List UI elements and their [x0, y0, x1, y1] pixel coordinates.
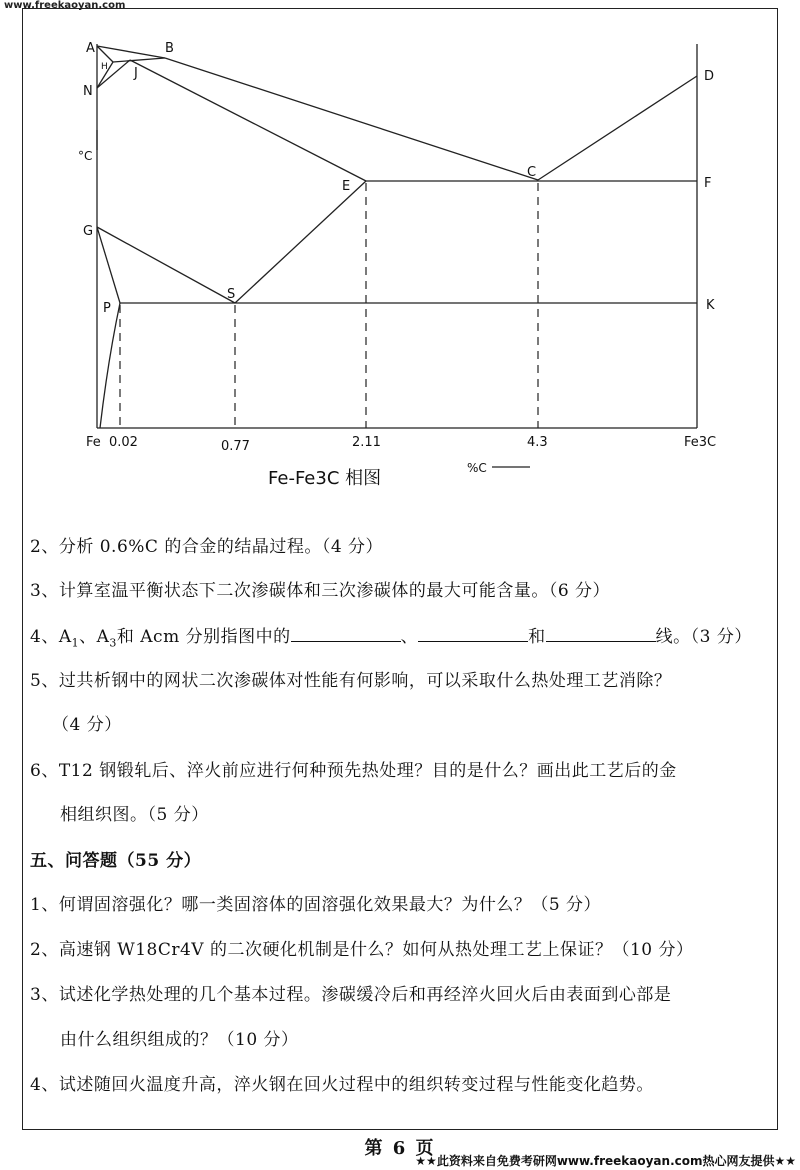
x-axis-label: %C [467, 461, 487, 475]
section-5-question-2: 2、高速钢 W18Cr4V 的二次硬化机制是什么？如何从热处理工艺上保证？（10 分） [30, 940, 694, 960]
question-3: 3、计算室温平衡状态下二次渗碳体和三次渗碳体的最大可能含量。（6 分） [30, 581, 611, 601]
q4-sub3: 3 [109, 636, 117, 650]
point-p: P [103, 301, 111, 316]
point-k: K [706, 298, 715, 313]
section-5-question-3-line-2: 由什么组织组成的？（10 分） [60, 1030, 299, 1050]
question-6-line-2: 相组织图。（5 分） [60, 805, 209, 825]
question-4 [30, 622, 752, 649]
q4-mid2: 和 Acm 分别指图中的 [116, 627, 291, 647]
x-tick-0-77: 0.77 [221, 439, 250, 454]
diagram-caption: Fe-Fe3C 相图 [268, 468, 382, 489]
question-6-line-1: 6、T12 钢锻轧后、淬火前应进行何种预先热处理？目的是什么？画出此工艺后的金 [30, 761, 677, 781]
point-f: F [704, 176, 712, 191]
line-p-q [100, 303, 120, 428]
point-b: B [165, 41, 174, 56]
section-5-question-3-line-1: 3、试述化学热处理的几个基本过程。渗碳缓冷后和再经淬火回火后由表面到心部是 [30, 985, 672, 1005]
line-b-c [165, 58, 538, 180]
x-tick-fe3c: Fe3C [684, 435, 717, 450]
answer-blank-3[interactable] [546, 625, 656, 642]
question-5-line-1: 5、过共析钢中的网状二次渗碳体对性能有何影响，可以采取什么热处理工艺消除？ [30, 671, 672, 691]
line-c-d [538, 76, 697, 180]
point-n: N [83, 84, 93, 99]
point-h: H [101, 62, 108, 72]
point-a: A [86, 41, 95, 56]
line-e-s [235, 181, 366, 303]
section-5-title: 五、问答题（55 分） [30, 851, 202, 871]
question-5-line-2: （4 分） [52, 715, 122, 735]
line-h-j-b [113, 58, 165, 62]
question-2: 2、分析 0.6%C 的合金的结晶过程。（4 分） [30, 537, 384, 557]
point-g: G [83, 224, 94, 239]
section-5-question-4: 4、试述随回火温度升高，淬火钢在回火过程中的组织转变过程与性能变化趋势。 [30, 1075, 654, 1095]
point-s: S [227, 287, 236, 302]
line-j-e [130, 60, 366, 181]
x-tick-fe: Fe [86, 435, 101, 450]
point-d: D [704, 69, 715, 84]
section-5-question-1: 1、何谓固溶强化？哪一类固溶体的固溶强化效果最大？为什么？（5 分） [30, 895, 602, 915]
x-tick-2-11: 2.11 [352, 435, 381, 450]
point-j: J [134, 66, 138, 81]
source-note: ★★此资料来自免费考研网www.freekaoyan.com热心网友提供★★ [415, 1154, 796, 1168]
line-g-s [97, 227, 235, 303]
page-number: 第 6 页 [364, 1138, 436, 1159]
q4-sep1: 、 [400, 627, 419, 647]
x-tick-4-3: 4.3 [527, 435, 548, 450]
point-e: E [342, 179, 351, 194]
q4-sub1: 1 [71, 636, 80, 650]
answer-blank-1[interactable] [291, 625, 401, 642]
q4-prefix: 4、A [30, 627, 72, 647]
fe-fe3c-phase-diagram [0, 0, 800, 500]
point-c: C [527, 165, 537, 180]
q4-mid1: 、A [79, 627, 110, 647]
y-axis-label: °C [78, 149, 93, 163]
q4-suffix: 线。（3 分） [655, 627, 752, 647]
answer-blank-2[interactable] [418, 625, 528, 642]
header-url: www.freekaoyan.com [4, 0, 126, 11]
q4-sep2: 和 [528, 627, 546, 647]
x-tick-0-02: 0.02 [109, 435, 138, 450]
